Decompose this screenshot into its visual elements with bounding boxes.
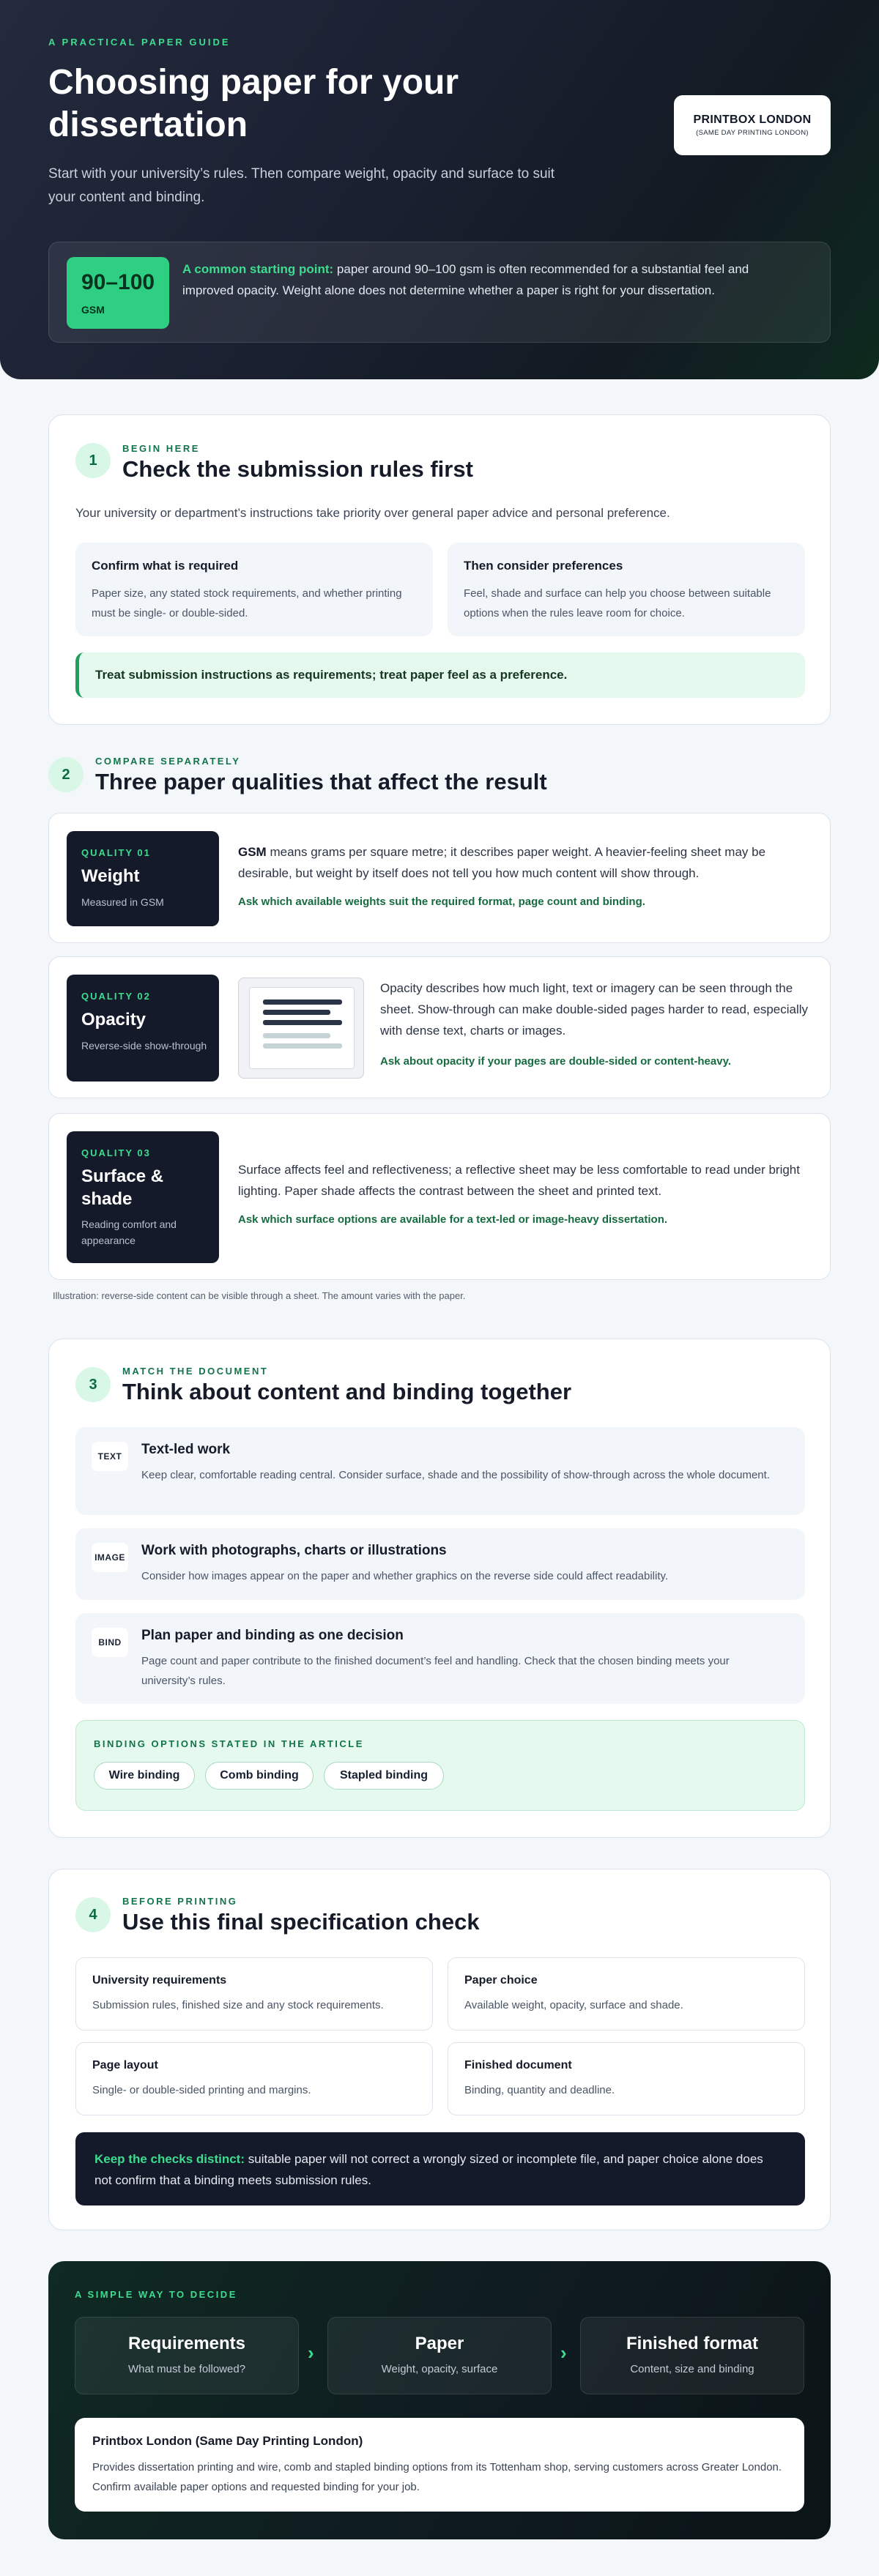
paper-sheet-icon	[249, 987, 355, 1069]
required-text: Paper size, any stated stock requirements, and whether printing must be single- or double-sided.	[92, 587, 402, 619]
gsm-chip	[67, 257, 169, 329]
requirements-note	[75, 652, 805, 698]
stage-subtitle: Weight, opacity, surface	[381, 2363, 498, 2375]
quality-description-text: means grams per square metre; it describes paper weight. A heavier-feeling sheet may be desirable, but weight by itself does not tell you how much content will show through.	[238, 845, 766, 880]
item-text: Consider how images appear on the paper and whether graphics on the reverse side could affect readability.	[141, 1570, 669, 1582]
list-item-bind	[75, 1613, 805, 1704]
stage-requirements	[75, 2317, 299, 2394]
check-title: University requirements	[92, 1974, 227, 1987]
shop-title: Printbox London (Same Day Printing London)	[92, 2434, 363, 2448]
image-tag-icon: IMAGE	[92, 1543, 128, 1572]
quality-ask: Ask which surface options are available for a text-led or image-heavy dissertation.	[238, 1213, 668, 1226]
quality-description	[238, 841, 802, 884]
quality-label-panel	[67, 831, 219, 926]
distinct-checks-text	[94, 2148, 783, 2191]
preferences-title: Then consider preferences	[464, 559, 623, 573]
quality-number: QUALITY 01	[81, 847, 151, 858]
note-lead: Keep the checks distinct:	[94, 2152, 245, 2166]
step-number: 1	[75, 443, 111, 478]
decision-panel	[48, 2261, 831, 2539]
check-text: Available weight, opacity, surface and shade.	[464, 1999, 683, 2011]
decision-label: A SIMPLE WAY TO DECIDE	[75, 2289, 237, 2300]
quality-number: QUALITY 02	[81, 991, 151, 1002]
check-university-requirements	[75, 1957, 433, 2030]
quality-card-surface	[48, 1113, 831, 1280]
section-title: Use this final specification check	[122, 1909, 480, 1935]
step-number: 4	[75, 1897, 111, 1932]
step-number: 2	[48, 757, 84, 792]
chevron-right-icon: ›	[308, 2342, 314, 2364]
section-intro: Your university or department’s instructions take priority over general paper advice and personal preference.	[75, 506, 670, 520]
callout-body: paper around 90–100 gsm is often recommended for a substantial feel and improved opacity. Weight alone does not determine whether a paper is right for your dissertation.	[182, 262, 749, 297]
preferences-box	[448, 543, 805, 636]
stage-subtitle: What must be followed?	[127, 2363, 246, 2375]
item-title: Plan paper and binding as one decision	[141, 1628, 404, 1643]
text-tag-icon: TEXT	[92, 1442, 128, 1471]
shop-info-card	[75, 2418, 804, 2512]
check-title: Page layout	[92, 2059, 158, 2071]
item-text: Keep clear, comfortable reading central. Consider surface, shade and the possibility of show-through across the whole document.	[141, 1469, 770, 1481]
brand-subtitle: (SAME DAY PRINTING LONDON)	[696, 129, 809, 137]
stage-subtitle: Content, size and binding	[630, 2363, 754, 2375]
quality-number: QUALITY 03	[81, 1147, 151, 1158]
check-text: Submission rules, finished size and any stock requirements.	[92, 1999, 384, 2011]
distinct-checks-note	[75, 2132, 805, 2205]
check-text: Binding, quantity and deadline.	[464, 2084, 615, 2096]
check-paper-choice	[448, 1957, 805, 2030]
stage-title: Paper	[415, 2334, 464, 2353]
hero-lead: Start with your university’s rules. Then compare weight, opacity and surface to suit your content and binding.	[48, 166, 555, 205]
section-title: Three paper qualities that affect the result	[95, 769, 547, 794]
section-eyebrow: MATCH THE DOCUMENT	[122, 1366, 269, 1377]
quality-subtitle: Reading comfort and appearance	[81, 1218, 177, 1246]
gsm-value: 90–100	[81, 270, 155, 294]
check-page-layout	[75, 2042, 433, 2115]
quality-ask: Ask about opacity if your pages are double-sided or content-heavy.	[380, 1055, 731, 1068]
brand-badge[interactable]	[674, 95, 831, 155]
section-eyebrow: BEFORE PRINTING	[122, 1896, 238, 1907]
section-eyebrow: COMPARE SEPARATELY	[95, 756, 241, 767]
quality-subtitle: Measured in GSM	[81, 896, 164, 908]
quality-name: Opacity	[81, 1010, 146, 1030]
quality-name: Surface & shade	[81, 1166, 164, 1209]
shop-description: Provides dissertation printing and wire, comb and stapled binding options from its Tottenham shop, serving customers across Greater London. Confirm available paper options and requested binding for your job.	[92, 2461, 782, 2493]
brand-name: PRINTBOX LONDON	[693, 113, 812, 126]
stage-title: Requirements	[127, 2334, 246, 2353]
stapled-binding-pill[interactable]: Stapled binding	[324, 1762, 444, 1790]
list-item-image	[75, 1528, 805, 1600]
step-number: 3	[75, 1367, 111, 1402]
hero-banner	[0, 0, 879, 379]
section-submission-rules	[48, 414, 831, 725]
stage-paper	[327, 2317, 552, 2394]
stage-finished-format	[580, 2317, 804, 2394]
chevron-right-icon: ›	[560, 2342, 567, 2364]
reverse-text-line	[263, 1033, 330, 1038]
list-item-text	[75, 1427, 805, 1515]
item-text: Page count and paper contribute to the finished document’s feel and handling. Check that the chosen binding meets your university’s rules.	[141, 1655, 730, 1687]
quality-card-weight	[48, 813, 831, 943]
quality-ask: Ask which available weights suit the required format, page count and binding.	[238, 896, 645, 908]
front-text-line	[263, 1010, 330, 1015]
quality-subtitle: Reverse-side show-through	[81, 1040, 207, 1051]
check-finished-document	[448, 2042, 805, 2115]
required-box	[75, 543, 433, 636]
illustration-caption: Illustration: reverse-side content can be visible through a sheet. The amount varies with the paper.	[53, 1290, 466, 1301]
binding-options-label: BINDING OPTIONS STATED IN THE ARTICLE	[94, 1738, 364, 1749]
required-title: Confirm what is required	[92, 559, 239, 573]
requirements-note-text: Treat submission instructions as requirements; treat paper feel as a preference.	[95, 668, 568, 682]
section-eyebrow: BEGIN HERE	[122, 443, 200, 454]
quality-description: Surface affects feel and reflectiveness; a reflective sheet may be less comfortable to read under bright lighting. Paper shade affects the contrast between the sheet and printed text.	[238, 1163, 800, 1198]
stage-title: Finished format	[626, 2334, 758, 2353]
front-text-line	[263, 1020, 342, 1025]
page-title: Choosing paper for your dissertation	[48, 63, 459, 144]
section-content-binding	[48, 1339, 831, 1838]
quality-label-panel	[67, 975, 219, 1082]
bind-tag-icon: BIND	[92, 1628, 128, 1657]
quality-card-opacity	[48, 956, 831, 1098]
comb-binding-pill[interactable]: Comb binding	[205, 1762, 314, 1790]
check-title: Finished document	[464, 2059, 572, 2071]
gsm-callout	[48, 242, 831, 343]
section-title: Think about content and binding together	[122, 1379, 572, 1404]
section-final-check	[48, 1869, 831, 2230]
note-body: suitable paper will not correct a wrongly sized or incomplete file, and paper choice alone does not confirm that a binding meets submission rules.	[94, 2152, 763, 2187]
reverse-text-line	[263, 1043, 342, 1049]
section-title: Check the submission rules first	[122, 456, 473, 482]
quality-description: Opacity describes how much light, text or imagery can be seen through the sheet. Show-through can make double-sided pages harder to read, especially with dense text, charts or images.	[380, 981, 809, 1038]
callout-lead: A common starting point:	[182, 262, 334, 276]
show-through-illustration	[238, 978, 364, 1079]
gsm-unit: GSM	[81, 304, 105, 316]
front-text-line	[263, 999, 342, 1005]
item-title: Text-led work	[141, 1442, 231, 1457]
wire-binding-pill[interactable]: Wire binding	[94, 1762, 195, 1790]
check-text: Single- or double-sided printing and margins.	[92, 2084, 311, 2096]
quality-label-panel	[67, 1131, 219, 1263]
binding-options-box	[75, 1720, 805, 1811]
hero-kicker: A PRACTICAL PAPER GUIDE	[48, 37, 231, 48]
check-title: Paper choice	[464, 1974, 538, 1987]
callout-text	[182, 258, 754, 301]
quality-name: Weight	[81, 866, 140, 886]
preferences-text: Feel, shade and surface can help you choose between suitable options when the rules leave room for choice.	[464, 587, 771, 619]
gsm-term: GSM	[238, 845, 267, 859]
item-title: Work with photographs, charts or illustrations	[141, 1543, 447, 1558]
